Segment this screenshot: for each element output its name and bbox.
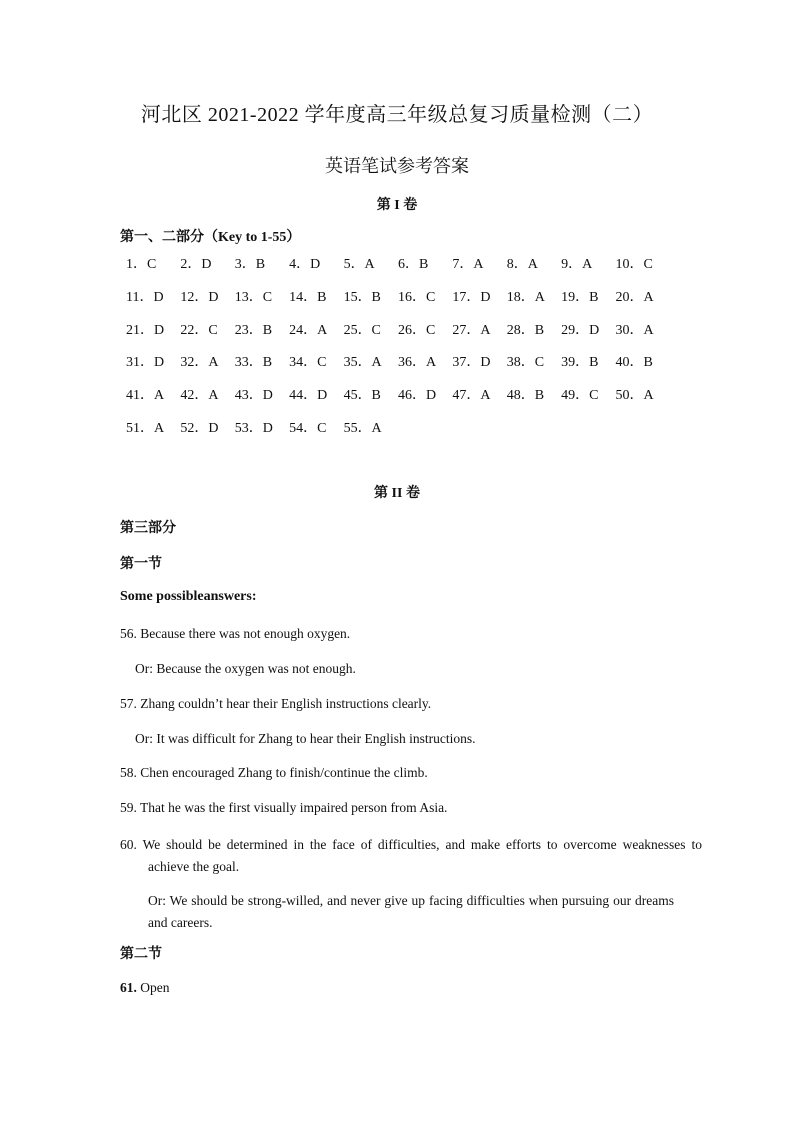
answer-key-item: 22．C: [180, 322, 218, 338]
answer-key-item: 55．A: [343, 420, 382, 436]
answer-key-row: [126, 417, 670, 450]
answer-key-item: 27．A: [452, 322, 491, 338]
answer-key-item: 29．D: [561, 322, 600, 338]
answer-key-item: 17．D: [452, 289, 491, 305]
answer-key-item: 36．A: [397, 355, 437, 371]
answer-key-item: 15．B: [343, 289, 381, 305]
answer-key-item: 49．C: [561, 388, 599, 404]
volume-one-heading: 第 I 卷: [376, 198, 418, 213]
answer-key-item: 23．B: [234, 322, 273, 338]
answer-key-item: 11．D: [126, 289, 164, 305]
page-subtitle: 英语笔试参考答案: [325, 156, 469, 176]
answer-key-row: [126, 351, 670, 384]
answer-key-item: 35．A: [343, 355, 382, 371]
answer-key-item: 32．A: [180, 355, 219, 371]
parts-one-two-heading: 第一、二部分（Key to 1-55）: [120, 230, 301, 245]
answer-key-item: 13．C: [234, 289, 273, 305]
answer-key-item: 33．B: [234, 355, 273, 371]
answer-key-item: 46．D: [397, 388, 437, 404]
answer-key-item: 34．C: [289, 355, 327, 371]
answer-key-item: 51．A: [126, 420, 165, 436]
possible-answers-heading: Some possibleanswers:: [120, 589, 257, 604]
answer-key-item: 21．D: [126, 322, 165, 338]
answer-key-item: 25．C: [343, 322, 381, 338]
answer-61-text: Open: [140, 980, 170, 995]
answer-key-item: 42．A: [180, 388, 219, 404]
section-one-heading: 第一节: [120, 557, 162, 572]
answer-key-item: 9．A: [561, 257, 593, 272]
page-title: 河北区 2021-2022 学年度高三年级总复习质量检测（二）: [140, 104, 654, 126]
part-three-heading: 第三部分: [120, 521, 176, 536]
answer-key-item: 40．B: [615, 355, 653, 371]
answer-57: 57. Zhang couldn’t hear their English instructions clearly.: [120, 696, 432, 711]
answer-60: 60. We should be determined in the face of difficulties, and make efforts to overcome weaknesses to achieve the goal.: [120, 837, 702, 874]
answer-key-row: [126, 384, 670, 417]
answer-key-item: 45．B: [343, 388, 381, 404]
answer-key-item: 4．D: [289, 257, 321, 272]
answer-key-item: 8．A: [506, 257, 538, 272]
answer-key-item: 30．A: [615, 322, 654, 338]
answer-60-alternative: Or: We should be strong-willed, and never give up facing difficulties when pursuing our dreams and careers.: [148, 893, 674, 930]
answer-61-number: 61.: [120, 980, 137, 995]
answer-key-item: 37．D: [452, 355, 491, 371]
answer-key-item: 43．D: [234, 388, 273, 404]
answer-key-item: 1．C: [126, 257, 157, 272]
answer-key-item: 50．A: [615, 388, 654, 404]
answer-key-row: [126, 319, 670, 352]
answer-key-row: [126, 286, 670, 319]
answer-key-item: 31．D: [126, 355, 165, 371]
answer-key-item: 47．A: [452, 388, 491, 404]
volume-two-heading: 第 II 卷: [374, 486, 420, 501]
answer-key-item: 3．B: [234, 257, 266, 272]
answer-key-item: 28．B: [506, 322, 545, 338]
answer-key-item: 39．B: [561, 355, 599, 371]
answer-key-item: 18．A: [506, 289, 545, 305]
answer-key-row: [126, 253, 670, 286]
answer-key-item: 26．C: [397, 322, 436, 338]
answer-key-item: 5．A: [343, 257, 375, 272]
section-two-heading: 第二节: [120, 947, 162, 962]
answer-56-alternative: Or: Because the oxygen was not enough.: [135, 661, 356, 676]
answer-57-alternative: Or: It was difficult for Zhang to hear their English instructions.: [135, 731, 476, 746]
answer-key-item: 44．D: [289, 388, 328, 404]
answer-key-item: 10．C: [615, 257, 653, 272]
answer-key-item: 6．B: [397, 257, 429, 272]
answer-key-item: 38．C: [506, 355, 545, 371]
answer-61: [120, 980, 674, 996]
answer-key-item: 16．C: [397, 289, 436, 305]
answer-key-item: 48．B: [506, 388, 545, 404]
answer-key-item: 2．D: [180, 257, 212, 272]
answer-58: 58. Chen encouraged Zhang to finish/continue the climb.: [120, 765, 428, 780]
answer-key-item: 12．D: [180, 289, 219, 305]
answer-key-item: 52．D: [180, 420, 219, 436]
answer-key-item: 20．A: [615, 289, 654, 305]
answer-key-item: 7．A: [452, 257, 484, 272]
answer-56: 56. Because there was not enough oxygen.: [120, 626, 351, 641]
answer-key-item: 53．D: [234, 420, 273, 436]
answer-key-grid: [126, 253, 670, 450]
answer-key-item: 41．A: [126, 388, 165, 404]
answer-key-item: 19．B: [561, 289, 599, 305]
answer-key-item: 54．C: [289, 420, 327, 436]
answer-key-item: 24．A: [289, 322, 328, 338]
answer-key-item: 14．B: [289, 289, 327, 305]
answer-59: 59. That he was the first visually impaired person from Asia.: [120, 800, 448, 815]
